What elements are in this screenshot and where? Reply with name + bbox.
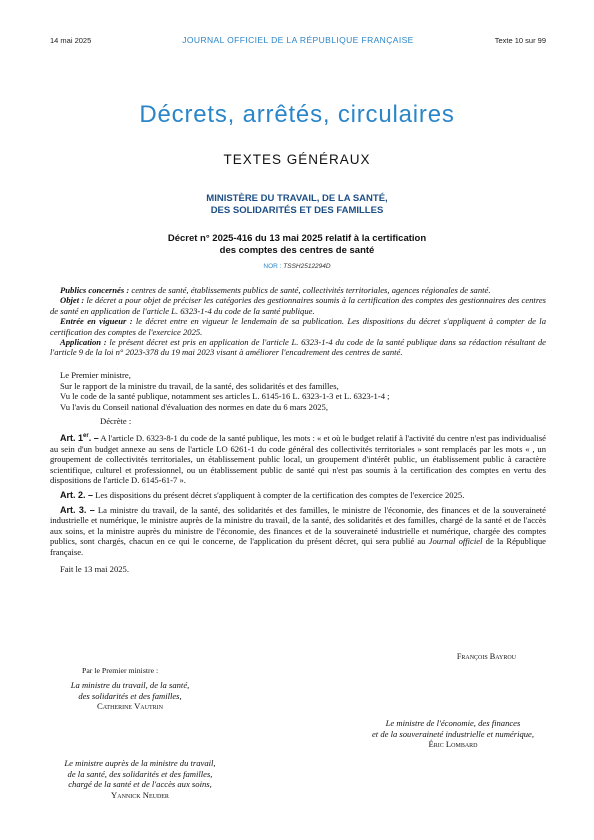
vu-avis: Vu l'avis du Conseil national d'évaluation des normes en date du 6 mars 2025,	[60, 401, 328, 412]
premier-ministre-signature: François Bayrou	[456, 652, 516, 661]
decree-title	[0, 233, 594, 257]
journal-title: JOURNAL OFFICIEL DE LA RÉPUBLIQUE FRANÇAISE	[182, 35, 414, 45]
article-3: Art. 3. – La ministre du travail, de la santé, des solidarités et des familles, le ministre de l'économie, des finances et de la souveraineté industrielle et numérique, le ministre auprès de la ministre du travail, de la santé, des solidarités et des familles, chargé de la santé et de l'accès aux soins, et la ministre auprès du ministre de l'économie, des finances et de la souveraineté industrielle et numérique, chargée des comptes publics, sont chargés, chacun en ce qui le concerne, de l'application du présent décret, qui sera publié au Journal officiel de la République française.	[50, 504, 546, 557]
nor-label: NOR :	[263, 263, 282, 270]
page-header	[50, 36, 546, 48]
article-2: Art. 2. – Les dispositions du présent décret s'appliquent à compter de la certification des comptes de l'exercice 2025.	[60, 489, 465, 500]
summary-application: Application : le présent décret est pris en application de l'article L. 6323-1-4 du code de la santé publique dans sa rédaction résultant de l'article 9 de la loi n° 2023-378 du 19 mai 2023 visant à améliorer l'encadrement des centres de santé.	[50, 337, 546, 358]
article-2-label: Art. 2. –	[60, 489, 94, 500]
signatory-name: Éric Lombard	[428, 739, 478, 750]
summary-publics-label: Publics concernés :	[60, 285, 130, 295]
decree-summary	[50, 285, 546, 358]
summary-entree: Entrée en vigueur : le décret entre en vigueur le lendemain de sa publication. Les dispositions du décret s'appliquent à compter de la certification des comptes de l'exercice 2025.	[50, 316, 546, 337]
signature-ministre-sante: Le ministre auprès de la ministre du travail, de la santé, des solidarités et des familles, chargé de la santé et de l'accès aux soins, Yannick Neuder	[50, 758, 230, 800]
signature-ministre-economie: Le ministre de l'économie, des finances et de la souveraineté industrielle et numérique, Éric Lombard	[340, 718, 566, 750]
summary-application-label: Application :	[60, 337, 107, 348]
vu-code: Vu le code de la santé publique, notamment ses articles L. 6145-16 L. 6323-1-3 et L. 6323-1-4 ;	[60, 391, 390, 402]
section-title: Décrets, arrêtés, circulaires	[139, 101, 455, 128]
header-page-info: Texte 10 sur 99	[494, 36, 546, 45]
par-le-premier-ministre: Par le Premier ministre :	[82, 666, 159, 675]
signatory-name: Catherine Vautrin	[97, 701, 163, 712]
decree-line-1: Décret n° 2025-416 du 13 mai 2025 relatif à la certification	[167, 233, 427, 244]
fait-le: Fait le 13 mai 2025.	[60, 563, 129, 574]
ministry-heading	[0, 193, 594, 217]
header-date: 14 mai 2025	[50, 36, 92, 45]
summary-objet-label: Objet :	[60, 295, 85, 306]
decrete: Décrète :	[100, 416, 132, 427]
article-1: Art. 1er. – A l'article D. 6323-8-1 du code de la santé publique, les mots : « et où le budget relatif à l'activité du centre n'est pas individualisé au sein d'un budget annexe au sens de l'article LO 6261-1 du code général des collectivités territoriales » sont remplacés par les mots « , un groupement de collectivités territoriales, un établissement public local, un groupement d'intérêt public, un établissement public à caractère scientifique, culturel et professionnel, ou un établissement public de santé qui n'est pas soumis à la certification des comptes en vertu des dispositions de l'article D. 6145-61-7 ».	[50, 432, 546, 486]
summary-entree-label: Entrée en vigueur :	[60, 316, 133, 327]
ministry-line-2: DES SOLIDARITÉS ET DES FAMILLES	[210, 205, 384, 216]
subsection-title: TEXTES GÉNÉRAUX	[223, 152, 371, 167]
article-3-label: Art. 3. –	[60, 504, 95, 515]
signature-ministre-travail: La ministre du travail, de la santé, des solidarités et des familles, Catherine Vautrin	[50, 680, 210, 712]
signatory-name: Yannick Neuder	[111, 789, 169, 800]
nor-code: TSSH2512294D	[283, 263, 331, 270]
ministry-line-1: MINISTÈRE DU TRAVAIL, DE LA SANTÉ,	[206, 193, 388, 204]
decree-body	[50, 370, 546, 574]
decree-line-2: des comptes des centres de santé	[219, 245, 375, 256]
summary-objet: Objet : le décret a pour objet de préciser les catégories des gestionnaires soumis à la certification des comptes des gestionnaires des centres de santé en application de l'article L. 6323-1-4 du code de la santé publique.	[50, 295, 546, 316]
nor-reference	[0, 263, 594, 270]
summary-publics: Publics concernés : centres de santé, établissements publics de santé, collectivités territoriales, agences régionales de santé.	[60, 285, 491, 295]
article-1-label: Art. 1er. –	[60, 432, 99, 443]
premier-ministre: Le Premier ministre,	[60, 370, 131, 380]
rapport: Sur le rapport de la ministre du travail, de la santé, des solidarités et des familles,	[60, 380, 339, 391]
